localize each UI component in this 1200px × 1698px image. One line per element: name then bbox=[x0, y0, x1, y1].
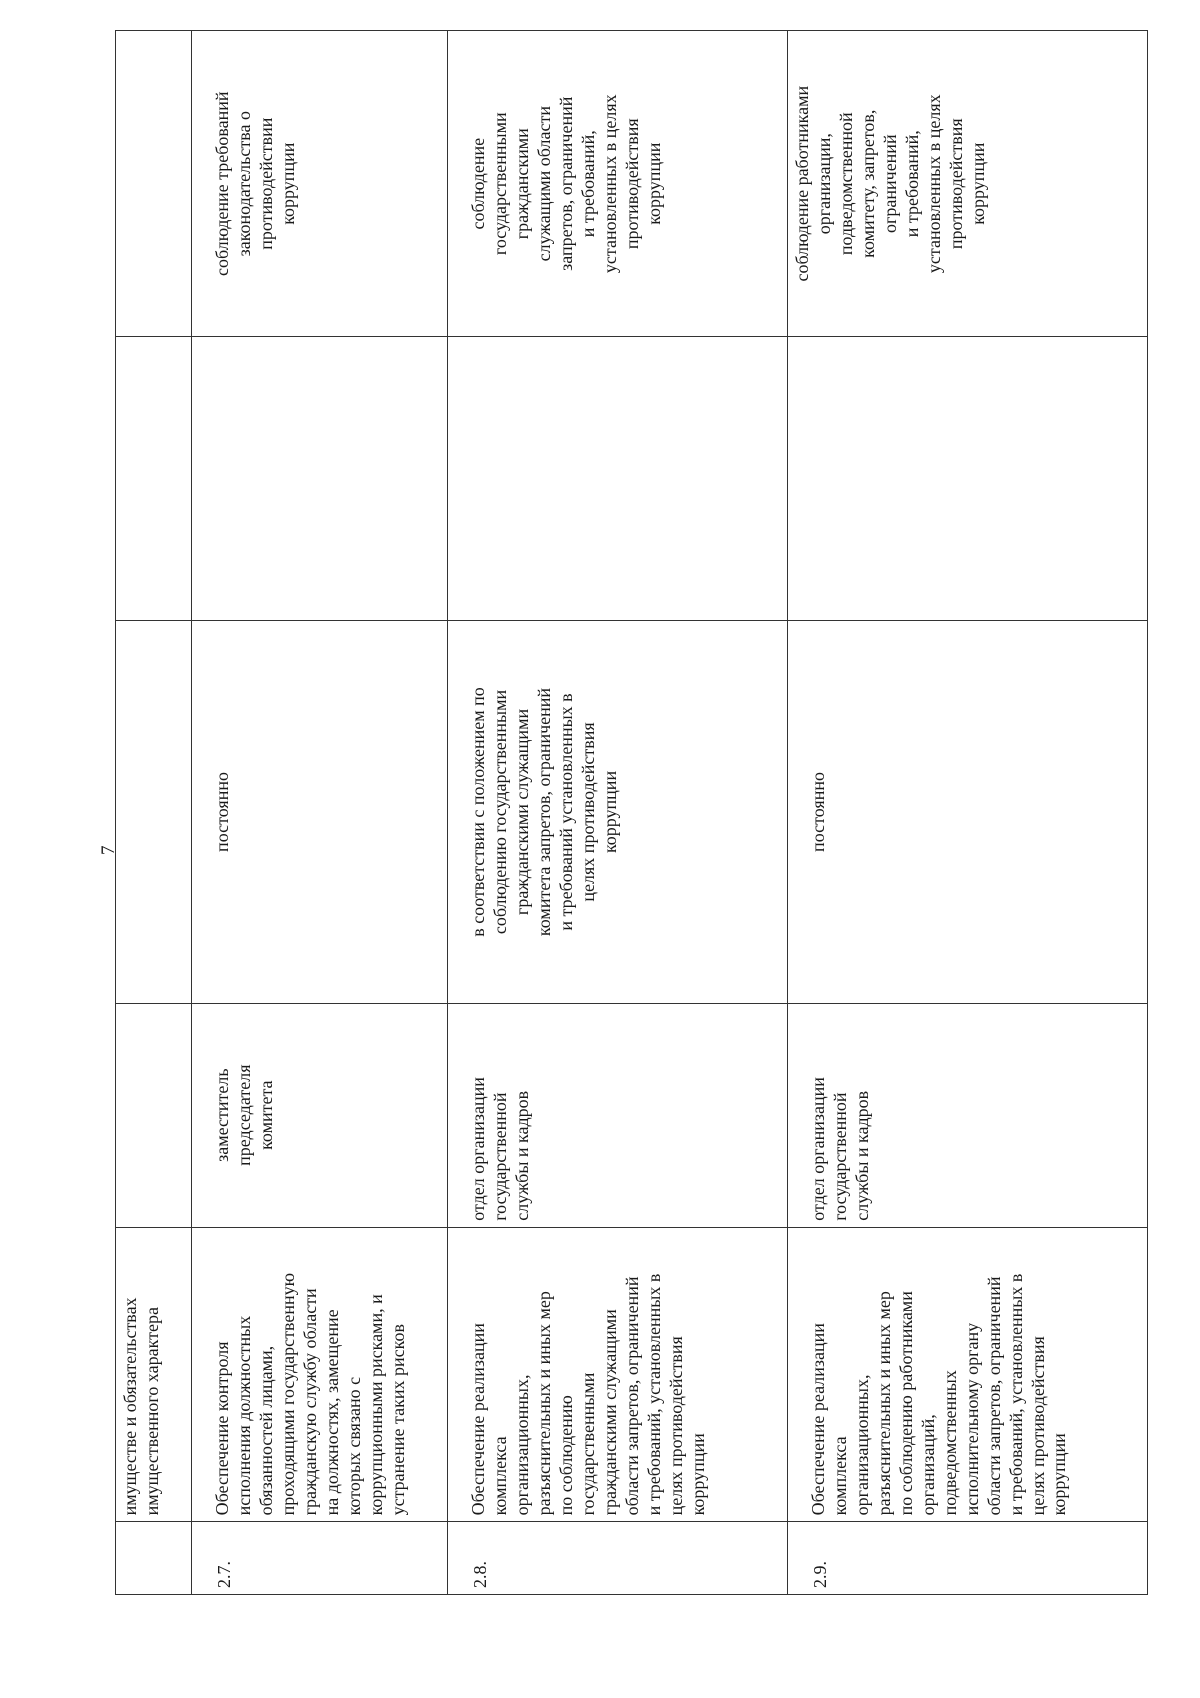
empty-cell bbox=[192, 337, 448, 621]
measure-cell: Обеспечение реализации комплекса организационных, разъяснительных и иных мер по соблюдению государственными гражданскими служащими области запретов, ограничений и требований, установленных в целях противодействия коррупции bbox=[448, 1227, 788, 1522]
measure-cell: Обеспечение контроля исполнения должностных обязанностей лицами, проходящими государственную гражданскую службу области на должностях, замещение которых связано с коррупционными рисками, и устранение таких рисков bbox=[192, 1227, 448, 1522]
measure-cell: Обеспечение реализации комплекса организационных, разъяснительных и иных мер по соблюдению работниками организаций, подведомственных исполнительному органу области запретов, ограничений и требований, установленных в целях противодействия коррупции bbox=[788, 1227, 1148, 1522]
measure-cell: имуществе и обязательствах имущественного характера bbox=[116, 1227, 192, 1522]
deadline-cell: в соответствии с положением по соблюдению государственными гражданскими служащими комитета запретов, ограничений и требований установленных в целях противодействия коррупции bbox=[448, 621, 788, 1003]
empty-cell bbox=[788, 337, 1148, 621]
row-number-cell: 2.9. bbox=[788, 1522, 1148, 1595]
plan-table bbox=[115, 30, 1148, 1595]
deadline-cell: постоянно bbox=[788, 621, 1148, 1003]
table-row bbox=[192, 31, 448, 1595]
table-row bbox=[788, 31, 1148, 1595]
result-cell: соблюдение государственными гражданскими служащими области запретов, ограничений и требований, установленных в целях противодействия коррупции bbox=[448, 31, 788, 337]
table-row bbox=[116, 31, 192, 1595]
result-cell: соблюдение работниками организации, подведомственной комитету, запретов, ограничений и требований, установленных в целях противодействия коррупции bbox=[788, 31, 1148, 337]
responsible-cell: отдел организации государственной службы и кадров bbox=[788, 1003, 1148, 1227]
deadline-cell: постоянно bbox=[192, 621, 448, 1003]
deadline-cell bbox=[116, 621, 192, 1003]
responsible-cell: заместитель председателя комитета bbox=[192, 1003, 448, 1227]
rotated-page-content bbox=[115, 30, 1147, 1595]
empty-cell bbox=[116, 337, 192, 621]
row-number-cell: 2.8. bbox=[448, 1522, 788, 1595]
responsible-cell bbox=[116, 1003, 192, 1227]
table-row bbox=[448, 31, 788, 1595]
page-number: 7 bbox=[98, 845, 119, 855]
result-cell bbox=[116, 31, 192, 337]
row-number-cell: 2.7. bbox=[192, 1522, 448, 1595]
responsible-cell: отдел организации государственной службы и кадров bbox=[448, 1003, 788, 1227]
empty-cell bbox=[448, 337, 788, 621]
result-cell: соблюдение требований законодательства о противодействии коррупции bbox=[192, 31, 448, 337]
row-number-cell bbox=[116, 1522, 192, 1595]
